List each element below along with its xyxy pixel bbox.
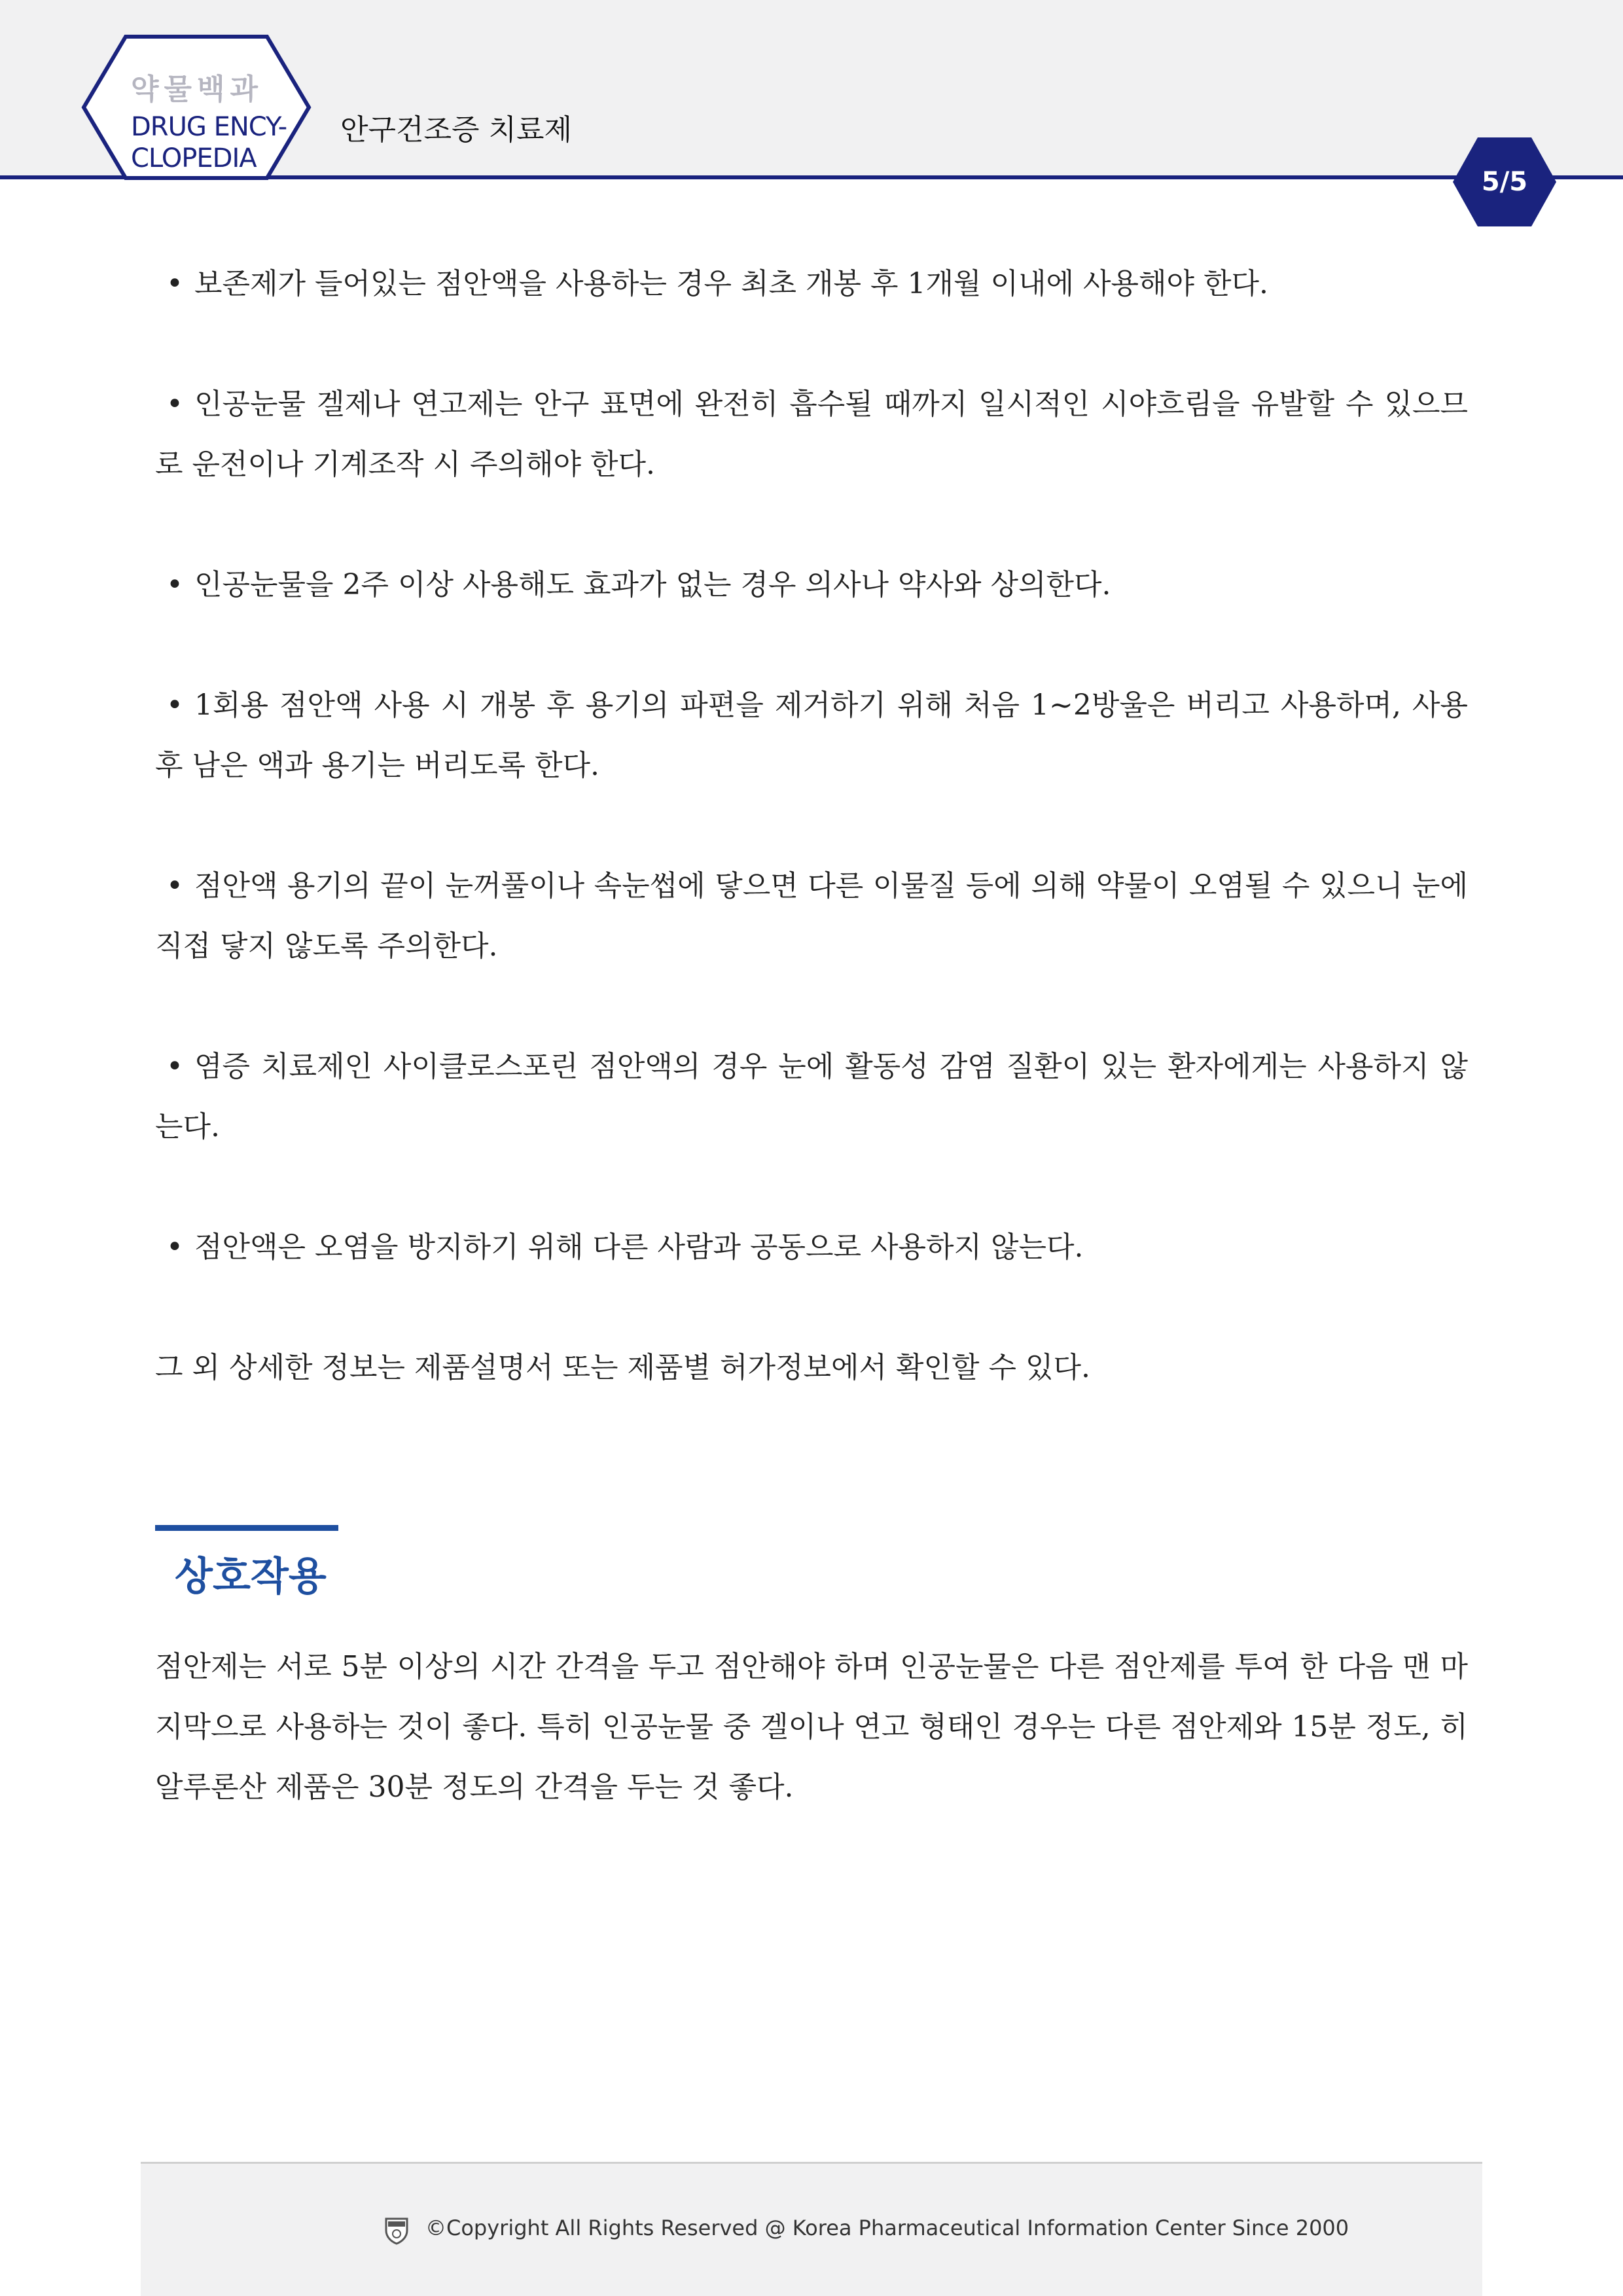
bullet-icon: •	[166, 1230, 183, 1264]
list-item	[155, 1037, 1468, 1157]
bullet-icon: •	[166, 689, 183, 722]
list-item	[155, 675, 1468, 796]
bullet-icon: •	[166, 387, 183, 421]
section-accent-bar	[155, 1525, 338, 1531]
list-item-text: 점안액 용기의 끝이 눈꺼풀이나 속눈썹에 닿으면 다른 이물질 등에 의해 약물이 오염될 수 있으니 눈에 직접 닿지 않도록 주의한다.	[155, 869, 1469, 963]
list-item	[155, 1217, 1468, 1278]
list-item-text: 점안액은 오염을 방지하기 위해 다른 사람과 공동으로 사용하지 않는다.	[194, 1230, 1084, 1264]
bullet-icon: •	[166, 568, 183, 601]
bullet-icon: •	[166, 267, 183, 300]
section-body: 점안제는 서로 5분 이상의 시간 간격을 두고 점안해야 하며 인공눈물은 다른 점안제를 투여 한 다음 맨 마지막으로 사용하는 것이 좋다. 특히 인공눈물 중 겔이나 연고 형태인 경우는 다른 점안제와 15분 정도, 히알루론산 제품은 30분 정도의 간격을 두는 것 좋다.	[155, 1650, 1468, 1804]
closing-note: 그 외 상세한 정보는 제품설명서 또는 제품별 허가정보에서 확인할 수 있다.	[155, 1351, 1090, 1384]
list-item-text: 인공눈물을 2주 이상 사용해도 효과가 없는 경우 의사나 약사와 상의한다.	[194, 568, 1111, 601]
logo-korean-text: 약물백과	[131, 73, 264, 106]
list-item	[155, 254, 1468, 314]
list-item-text: 1회용 점안액 사용 시 개봉 후 용기의 파편을 제거하기 위해 처음 1~2방울은 버리고 사용하며, 사용 후 남은 액과 용기는 버리도록 한다.	[155, 689, 1468, 782]
logo-english-text: DRUG ENCY-CLOPEDIA	[131, 112, 287, 173]
page-indicator: 5/5	[1481, 167, 1528, 197]
main-content	[155, 254, 1468, 1458]
list-item	[155, 555, 1468, 615]
section-title: 상호작용	[175, 1554, 327, 1600]
bullet-icon: •	[166, 869, 183, 903]
list-item	[155, 374, 1468, 495]
interaction-section	[155, 1525, 1468, 1878]
bullet-icon: •	[166, 1050, 183, 1083]
list-item	[155, 856, 1468, 977]
list-item-text: 보존제가 들어있는 점안액을 사용하는 경우 최초 개봉 후 1개월 이내에 사용해야 한다.	[194, 267, 1268, 300]
kpic-emblem-icon	[382, 2216, 411, 2245]
copyright-text: ©Copyright All Rights Reserved @ Korea Pharmaceutical Information Center Since 2000	[425, 2215, 1349, 2240]
list-item-text: 염증 치료제인 사이클로스포린 점안액의 경우 눈에 활동성 감염 질환이 있는 환자에게는 사용하지 않는다.	[155, 1050, 1468, 1143]
page-title: 안구건조증 치료제	[340, 113, 573, 147]
list-item-text: 인공눈물 겔제나 연고제는 안구 표면에 완전히 흡수될 때까지 일시적인 시야흐림을 유발할 수 있으므로 운전이나 기계조작 시 주의해야 한다.	[155, 387, 1468, 481]
